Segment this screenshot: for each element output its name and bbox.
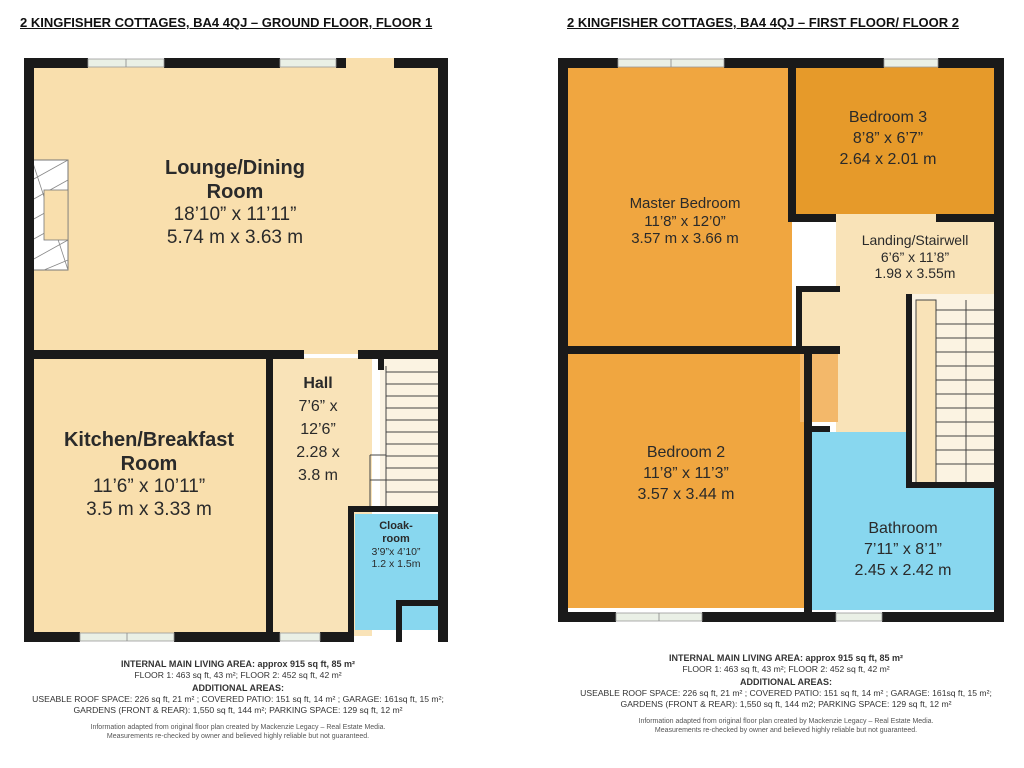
living-area-heading: INTERNAL MAIN LIVING AREA: approx 915 sq ft, 85 m² bbox=[120, 659, 356, 669]
additional-areas-line1: USEABLE ROOF SPACE: 226 sq ft, 21 m² ; COVERED PATIO: 151 sq ft, 14 m² ; GARAGE: 161sq ft, 15 m²; bbox=[580, 687, 992, 698]
bedroom-2-imperial: 11’8” x 11’3” bbox=[643, 464, 729, 482]
room-label-kitchen bbox=[34, 429, 264, 521]
bedroom-3-name: Bedroom 3 bbox=[848, 109, 928, 126]
ground-floor-info bbox=[0, 658, 476, 741]
kitchen-metric: 3.5 m x 3.33 m bbox=[86, 498, 212, 520]
landing-imperial: 6’6” x 11’8” bbox=[880, 248, 950, 265]
hall-line4: 3.8 m bbox=[297, 467, 338, 485]
additional-areas-heading: ADDITIONAL AREAS: bbox=[740, 676, 832, 687]
bedroom-2-name: Bedroom 2 bbox=[646, 444, 726, 461]
bathroom-imperial: 7’11” x 8’1” bbox=[864, 540, 942, 558]
source-note: Information adapted from original floor plan created by Mackenzie Legacy – Real Estate Media. bbox=[638, 718, 934, 726]
disclaimer-note: Measurements re-checked by owner and believed highly reliable but not guaranteed. bbox=[106, 733, 370, 741]
room-label-bedroom-2 bbox=[588, 443, 784, 505]
hall-line2: 12’6” bbox=[300, 421, 336, 439]
lounge-name-line1: Lounge/Dining bbox=[165, 157, 305, 179]
room-label-lounge bbox=[120, 157, 350, 249]
ground-floor-title: 2 KINGFISHER COTTAGES, BA4 4QJ – GROUND FLOOR, FLOOR 1 bbox=[20, 15, 433, 30]
room-label-landing bbox=[840, 232, 990, 282]
bedroom-3-metric: 2.64 x 2.01 m bbox=[839, 150, 937, 168]
bedroom-3-imperial: 8’8” x 6’7” bbox=[852, 129, 924, 147]
room-label-hall bbox=[280, 372, 356, 487]
cloakroom-name-line2: room bbox=[382, 532, 410, 545]
room-label-cloakroom bbox=[356, 520, 436, 571]
room-label-bathroom bbox=[822, 519, 984, 581]
cloakroom-metric: 1.2 x 1.5m bbox=[371, 558, 421, 571]
additional-areas-line2: GARDENS (FRONT & REAR): 1,550 sq ft, 144 m²; PARKING SPACE: 129 sq ft, 12 m² bbox=[73, 705, 403, 716]
floor-areas: FLOOR 1: 463 sq ft, 43 m²; FLOOR 2: 452 sq ft, 42 m² bbox=[134, 670, 342, 681]
hall-name: Hall bbox=[303, 375, 333, 392]
disclaimer-note: Measurements re-checked by owner and believed highly reliable but not guaranteed. bbox=[654, 727, 918, 735]
master-bedroom-imperial: 11’8” x 12’0” bbox=[644, 212, 726, 230]
kitchen-name-line2: Room bbox=[120, 452, 178, 475]
landing-left-area bbox=[796, 288, 838, 348]
first-floor-info bbox=[548, 652, 1024, 735]
first-floor-title: 2 KINGFISHER COTTAGES, BA4 4QJ – FIRST FLOOR/ FLOOR 2 bbox=[567, 15, 959, 30]
master-bedroom-metric: 3.57 m x 3.66 m bbox=[631, 230, 739, 248]
cloakroom-imperial: 3’9”x 4’10” bbox=[371, 545, 421, 558]
cloakroom-name-line1: Cloak- bbox=[379, 520, 413, 532]
stair-area bbox=[380, 358, 438, 508]
master-bedroom-name: Master Bedroom bbox=[629, 195, 741, 212]
landing-name: Landing/Stairwell bbox=[861, 232, 969, 248]
lounge-metric: 5.74 m x 3.63 m bbox=[166, 226, 304, 248]
room-label-master-bedroom bbox=[590, 195, 780, 248]
landing-metric: 1.98 x 3.55m bbox=[874, 265, 956, 282]
bathroom-metric: 2.45 x 2.42 m bbox=[854, 561, 952, 579]
living-area-heading: INTERNAL MAIN LIVING AREA: approx 915 sq ft, 85 m² bbox=[668, 653, 904, 663]
hall-line1: 7’6” x bbox=[298, 398, 338, 416]
additional-areas-line2: GARDENS (FRONT & REAR): 1,550 sq ft, 144 m2; PARKING SPACE: 129 sq ft, 12 m² bbox=[620, 699, 952, 710]
room-label-bedroom-3 bbox=[802, 108, 974, 170]
floor-areas: FLOOR 1: 463 sq ft, 43 m²; FLOOR 2: 452 sq ft, 42 m² bbox=[682, 664, 890, 675]
bedroom-2-metric: 3.57 x 3.44 m bbox=[637, 485, 735, 503]
additional-areas-heading: ADDITIONAL AREAS: bbox=[192, 682, 284, 693]
bathroom-name: Bathroom bbox=[868, 520, 938, 537]
lounge-imperial: 18’10” x 11’11” bbox=[173, 204, 297, 226]
source-note: Information adapted from original floor plan created by Mackenzie Legacy – Real Estate Media. bbox=[90, 724, 386, 732]
lounge-name-line2: Room bbox=[206, 180, 264, 203]
kitchen-name-line1: Kitchen/Breakfast bbox=[63, 429, 235, 451]
kitchen-imperial: 11’6” x 10’11” bbox=[92, 476, 206, 498]
hall-line3: 2.28 x bbox=[296, 444, 340, 462]
additional-areas-line1: USEABLE ROOF SPACE: 226 sq ft, 21 m² ; COVERED PATIO: 151 sq ft, 14 m² ; GARAGE: 161sq ft, 15 m²; bbox=[32, 693, 444, 704]
